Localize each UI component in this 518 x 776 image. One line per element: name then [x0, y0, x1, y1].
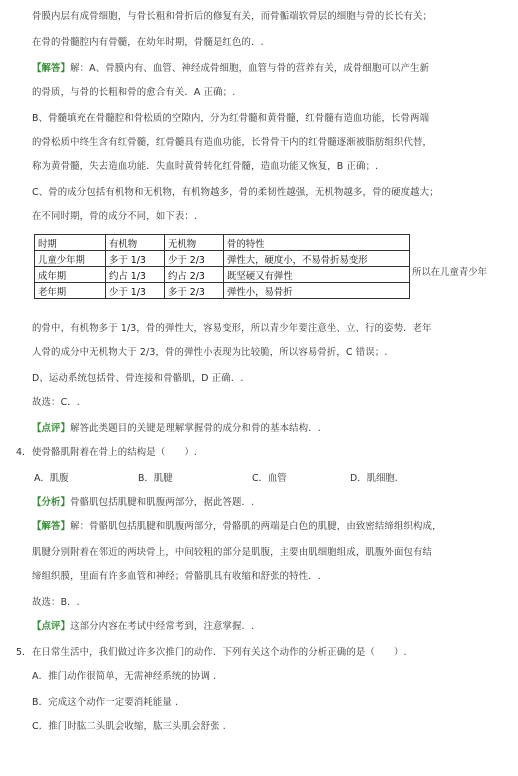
- table-cell: 多于 2/3: [165, 283, 224, 299]
- table-row: [35, 283, 410, 299]
- table-header-cell: 有机物: [106, 235, 165, 251]
- answer-line: [32, 62, 504, 75]
- table-cell: 成年期: [35, 267, 106, 283]
- table-side-text: 所以在儿童青少年: [412, 267, 488, 278]
- text-line: C、骨的成分包括有机物和无机物，有机物越多，骨的柔韧性越强，无机物越多，骨的硬度越大；: [32, 187, 439, 198]
- answer-tag: 【解答】: [32, 521, 71, 532]
- answer-text: 解：骨骼肌包括肌腱和肌腹两部分，骨骼肌的两端是白色的肌腱，由致密结缔组织构成，: [70, 521, 442, 532]
- comment-tag: 【点评】: [32, 621, 71, 632]
- table-cell: 老年期: [35, 283, 106, 299]
- text-line: 在骨的骨髓腔内有骨髓，在幼年时期，骨髓是红色的．.: [32, 37, 264, 48]
- text-line: 称为黄骨髓，失去造血功能．失血时黄骨转化红骨髓，造血功能又恢复，B 正确；.: [32, 161, 379, 172]
- table-cell: 既坚硬又有弹性: [224, 267, 410, 283]
- text-line: 缔组织膜，里面有许多血管和神经；骨骼肌具有收缩和舒张的特性．.: [32, 571, 321, 582]
- option-a: A．肌腹: [34, 473, 69, 484]
- comment-text: 这部分内容在考试中经常考到，注意掌握．.: [70, 621, 255, 632]
- text-line: 故选：C．.: [32, 397, 80, 408]
- option-a: A．推门动作很简单，无需神经系统的协调 .: [32, 671, 217, 682]
- option-c: C．血管: [252, 473, 287, 484]
- question-text: 在日常生活中，我们做过许多次推门的动作．下列有关这个动作的分析正确的是（ ）.: [32, 647, 407, 658]
- option-b: B．肌腱: [138, 473, 173, 484]
- text-line: 肌腱分别附着在邻近的两块骨上，中间较粗的部分是肌腹，主要由肌细胞组成，肌腹外面包有结: [32, 547, 433, 558]
- answer-text: 解：A、骨膜内有、血管、神经成骨细胞，血管与骨的营养有关，成骨细胞可以产生新: [70, 63, 430, 74]
- analysis-line: [32, 496, 504, 509]
- comment-line: [32, 422, 504, 435]
- comment-line: [32, 620, 504, 633]
- table-header-cell: 时期: [35, 235, 106, 251]
- question-text: 使骨骼肌附着在骨上的结构是（ ）.: [32, 447, 198, 458]
- text-line: 的骨质，与骨的长粗和骨的愈合有关．A 正确；.: [32, 87, 236, 98]
- table-cell: 少于 1/3: [106, 283, 165, 299]
- text-line: 人骨的成分中无机物大于 2/3，骨的弹性小表现为比较脆，所以容易骨折，C 错误；.: [32, 347, 388, 358]
- text-line: 骨膜内层有成骨细胞，与骨长粗和骨折后的修复有关，而骨骺端软骨层的细胞与骨的长长有关；: [32, 11, 433, 22]
- table-cell: 弹性大，硬度小，不易骨折易变形: [224, 251, 410, 267]
- answer-tag: 【解答】: [32, 63, 71, 74]
- table-cell: 约占 1/3: [106, 267, 165, 283]
- table-row: [35, 251, 410, 267]
- bone-properties-table: [34, 234, 410, 299]
- question-number: 5．: [16, 647, 32, 658]
- question-number: 4．: [16, 447, 32, 458]
- table-header-cell: 无机物: [165, 235, 224, 251]
- table-cell: 多于 1/3: [106, 251, 165, 267]
- comment-tag: 【点评】: [32, 423, 71, 434]
- text-line: 故选：B．.: [32, 597, 80, 608]
- option-d: D．肌细胞.: [350, 473, 398, 484]
- table-header-cell: 骨的特性: [224, 235, 410, 251]
- answer-line: [32, 520, 504, 533]
- text-line: B、骨髓填充在骨髓腔和骨松质的空隙内，分为红骨髓和黄骨髓，红骨髓有造血功能，长骨两端: [32, 113, 430, 124]
- table-header-row: [35, 235, 410, 251]
- analysis-text: 骨骼肌包括肌腱和肌腹两部分，据此答题．.: [70, 497, 255, 508]
- table-cell: 约占 2/3: [165, 267, 224, 283]
- table-cell: 儿童少年期: [35, 251, 106, 267]
- text-line: 的骨松质中终生含有红骨髓，红骨髓具有造血功能，长骨骨干内的红骨髓逐渐被脂肪组织代替，: [32, 137, 433, 148]
- option-b: B．完成这个动作一定要消耗能量 .: [32, 697, 179, 708]
- text-line: 的骨中，有机物多于 1/3，骨的弹性大，容易变形，所以青少年要注意坐、立、行的姿势．老年: [32, 323, 432, 334]
- analysis-tag: 【分析】: [32, 497, 71, 508]
- table-cell: 少于 2/3: [165, 251, 224, 267]
- text-line: D、运动系统包括骨、骨连接和骨骼肌，D 正确．.: [32, 373, 244, 384]
- option-c: C．推门时肱二头肌会收缩，肱三头肌会舒张 .: [32, 721, 226, 732]
- text-line: 在不同时期，骨的成分不同，如下表：.: [32, 211, 198, 222]
- comment-text: 解答此类题目的关键是理解掌握骨的成分和骨的基本结构．.: [70, 423, 321, 434]
- table-row: [35, 267, 410, 283]
- table-cell: 弹性小，易骨折: [224, 283, 410, 299]
